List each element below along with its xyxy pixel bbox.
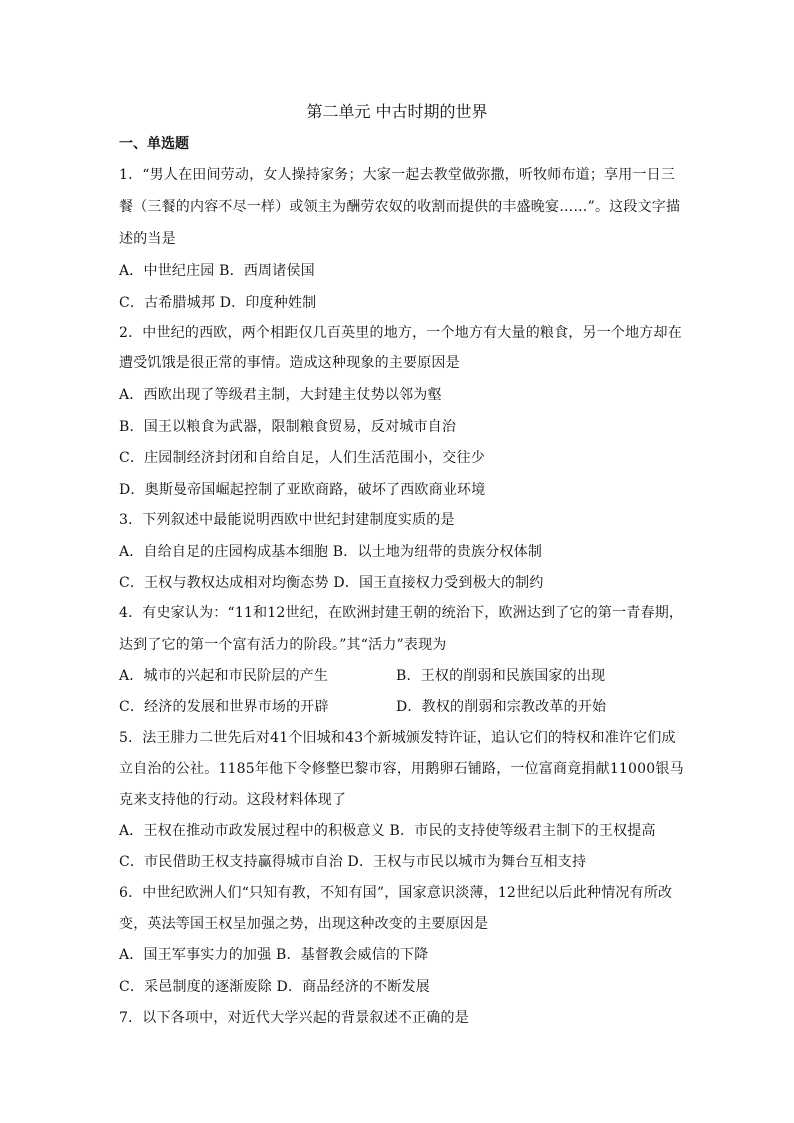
question-6-line-1: 6．中世纪欧洲人们“只知有教，不知有国”，国家意识淡薄，12世纪以后此种情况有所改: [119, 885, 673, 901]
question-2-option-d: D．奥斯曼帝国崛起控制了亚欧商路，破坏了西欧商业环境: [119, 482, 486, 498]
question-5-options-ab: A．王权在推动市政发展过程中的积极意义 B．市民的支持使等级君主制下的王权提高: [119, 823, 656, 839]
question-4-option-b: B．王权的削弱和民族国家的出现: [396, 668, 606, 684]
question-7-line-1: 7．以下各项中，对近代大学兴起的背景叙述不正确的是: [119, 1010, 469, 1026]
question-2-line-1: 2．中世纪的西欧，两个相距仅几百英里的地方，一个地方有大量的粮食，另一个地方却在: [119, 325, 682, 341]
question-2-option-b: B．国王以粮食为武器，限制粮食贸易，反对城市自治: [119, 419, 457, 435]
question-4-options-cd: [119, 696, 679, 718]
question-4-options-ab: [119, 665, 679, 687]
question-3-options-cd: C．王权与教权达成相对均衡态势 D．国王直接权力受到极大的制约: [119, 575, 544, 591]
question-5-line-3: 克来支持他的行动。这段材料体现了: [119, 792, 347, 808]
question-1-line-1: 1．“男人在田间劳动，女人操持家务；大家一起去教堂做弥撒，听牧师布道；享用一日三: [119, 167, 676, 183]
question-5-options-cd: C．市民借助王权支持赢得城市自治 D．王权与市民以城市为舞台互相支持: [119, 854, 587, 870]
question-6-options-ab: A．国王军事实力的加强 B．基督教会威信的下降: [119, 947, 429, 963]
question-4-option-a: A．城市的兴起和市民阶层的产生: [119, 668, 329, 684]
question-2-line-2: 遭受饥饿是很正常的事情。造成这种现象的主要原因是: [119, 355, 460, 371]
question-1-line-2: 餐（三餐的内容不尽一样）或领主为酬劳农奴的收割而提供的丰盛晚宴……”。这段文字描: [119, 199, 681, 215]
question-1-line-3: 述的当是: [119, 231, 176, 247]
question-6-options-cd: C．采邑制度的逐渐废除 D．商品经济的不断发展: [119, 979, 430, 995]
question-4-line-2: 达到了它的第一个富有活力的阶段。”其“活力”表现为: [119, 637, 447, 653]
section-heading: 一、单选题: [119, 136, 189, 152]
question-6-line-2: 变，英法等国王权呈加强之势，出现这种改变的主要原因是: [119, 916, 489, 932]
question-4-option-d: D．教权的削弱和宗教改革的开始: [396, 699, 607, 715]
question-1-options-ab: A．中世纪庄园 B．西周诸侯国: [119, 263, 315, 279]
question-5-line-2: 立自治的公社。1185年他下令修整巴黎市容，用鹅卵石铺路，一位富商竟捐献11000银马: [119, 761, 684, 777]
question-1-options-cd: C．古希腊城邦 D．印度种姓制: [119, 295, 317, 311]
question-4-option-c: C．经济的发展和世界市场的开辟: [119, 699, 329, 715]
question-2-option-c: C．庄园制经济封闭和自给自足，人们生活范围小，交往少: [119, 450, 485, 466]
page-title: 第二单元 中古时期的世界: [306, 102, 488, 121]
question-3-options-ab: A．自给自足的庄园构成基本细胞 B．以土地为纽带的贵族分权体制: [119, 544, 543, 560]
question-2-option-a: A．西欧出现了等级君主制，大封建主仗势以邻为壑: [119, 387, 442, 403]
question-4-line-1: 4．有史家认为：“11和12世纪，在欧洲封建王朝的统治下，欧洲达到了它的第一青春期，: [119, 605, 684, 621]
question-3-line-1: 3．下列叙述中最能说明西欧中世纪封建制度实质的是: [119, 512, 455, 528]
question-5-line-1: 5．法王腓力二世先后对41个旧城和43个新城颁发特许证，追认它们的特权和准许它们成: [119, 730, 676, 746]
